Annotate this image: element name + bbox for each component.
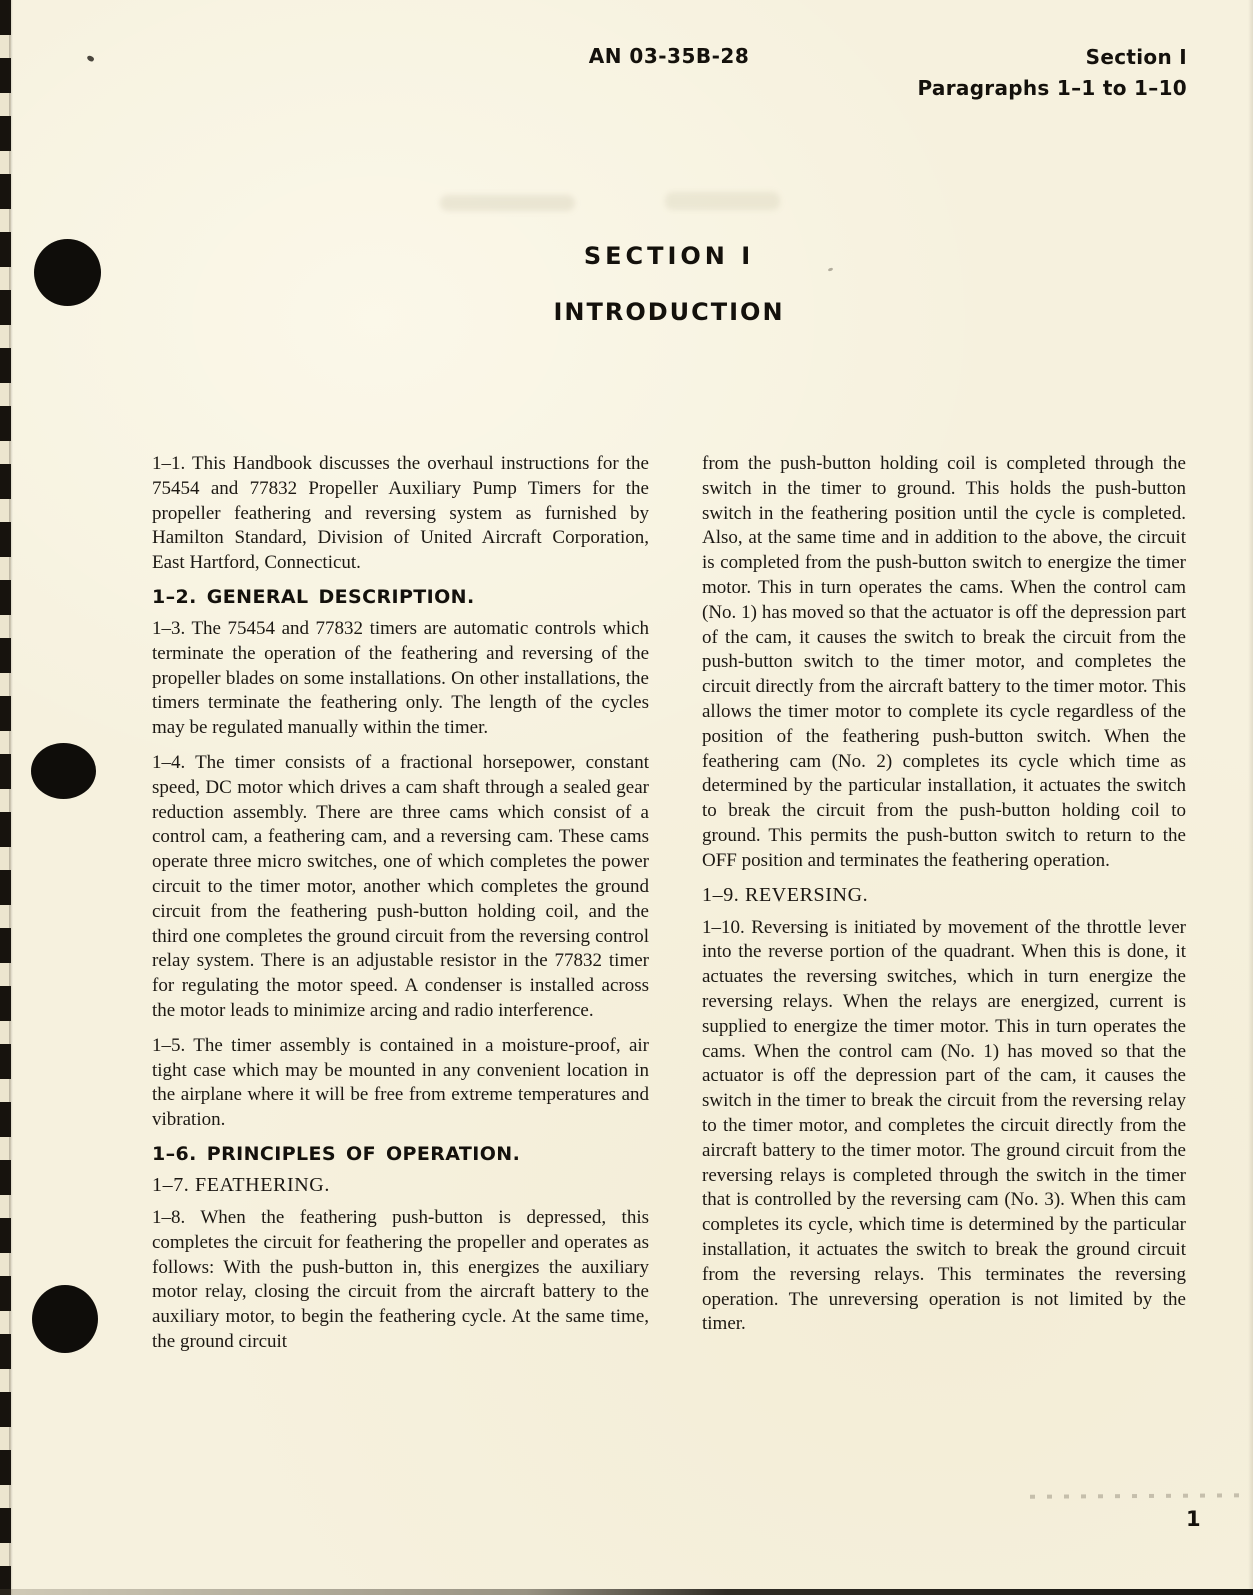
header-paragraph-range: Paragraphs 1–1 to 1–10 (917, 76, 1187, 100)
subheading-1-9: 1–9. REVERSING. (702, 883, 869, 906)
paragraph-1-1: 1–1. This Handbook discusses the overhaul instructions for the 75454 and 77832 Propeller Auxiliary Pump Timers for the propeller feathering and reversing system as furnished by Hamilton Standard, Division of United Aircraft Corporation, East Hartford, Connecticut. (152, 453, 649, 574)
section-subtitle: INTRODUCTION (553, 298, 785, 326)
punch-hole-middle (31, 743, 96, 799)
right-column (702, 452, 1186, 1347)
punch-hole-bottom (32, 1285, 98, 1353)
subheading-1-7: 1–7. FEATHERING. (152, 1173, 330, 1196)
ink-bleed-smudge (440, 195, 575, 211)
paragraph-1-4: 1–4. The timer consists of a fractional horsepower, constant speed, DC motor which drives a cam shaft through a sealed gear reduction assembly. There are three cams which consist of a control cam, a feathering cam, and a reversing cam. These cams operate three micro switches, one of which completes the power circuit to the timer motor, another which completes the ground circuit from the feathering push-button holding coil, and the third one completes the ground circuit from the reversing control relay system. There is an adjustable resistor in the 77832 timer for regulating the motor speed. A condenser is installed across the motor leads to minimize arcing and radio interference. (152, 751, 649, 1021)
left-column (152, 452, 649, 1365)
paragraph-1-3: 1–3. The 75454 and 77832 timers are automatic controls which terminate the operation of the feathering and reversing of the propeller blades on some installations. On other installations, the timers terminate the feathering only. The length of the cycles may be regulated manually within the timer. (152, 617, 649, 739)
doc-number: AN 03-35B-28 (588, 44, 750, 68)
section-title: SECTION I (583, 242, 755, 270)
section-title-block (152, 242, 1186, 326)
paragraph-1-5: 1–5. The timer assembly is contained in a moisture-proof, air tight case which may be mounted in any convenient location in the airplane where it will be free from extreme temperatures and vibration. (152, 1034, 649, 1131)
punch-hole-top (34, 239, 101, 306)
header-right (918, 42, 1187, 104)
scan-bottom-edge (0, 1589, 1253, 1595)
page-number: 1 (1186, 1507, 1201, 1531)
scan-smudge-line (1030, 1493, 1250, 1499)
paragraph-1-10: 1–10. Reversing is initiated by movement of the throttle lever into the reverse portion of the quadrant. When this is done, it actuates the reversing switches, which in turn energize the reversing relays. When the relays are energized, current is supplied to energize the timer motor. This in turn operates the cams. When the control cam (No. 1) has moved so that the actuator is off the depression part of the cam, it causes the switch in the timer to break the circuit from the reversing relay to the timer motor, and completes the circuit directly from the aircraft battery to the timer motor. The ground circuit from the reversing relays is completed through the switch in the timer that is controlled by the reversing cam (No. 3). When this cam completes its cycle, which time is determined by the particular installation, it actuates the switch to break the ground circuit from the reversing relays. This terminates the reversing operation. The unreversing operation is not limited by the timer. (702, 916, 1186, 1335)
heading-1-2: 1–2. GENERAL DESCRIPTION. (152, 585, 475, 608)
paragraph-1-8-continued: from the push-button holding coil is completed through the switch in the timer to ground. This holds the push-button switch in the feathering position until the cycle is completed. Also, at the same time and in addition to the above, the circuit is completed from the push-button switch to energize the timer motor. This in turn operates the cams. When the control cam (No. 1) has moved so that the actuator is off the depression part of the cam, it causes the switch to break the circuit from the push-button switch to the timer motor, and completes the circuit directly from the aircraft battery to the timer motor. This allows the timer motor to complete its cycle regardless of the position of the feathering push-button switch. When the feathering cam (No. 2) completes its cycle which time as determined by the particular installation, it actuates the switch to break the circuit from the push-button holding coil to ground. This permits the push-button switch to return to the OFF position and terminates the feathering operation. (702, 453, 1186, 871)
header-section-label: Section I (1085, 45, 1187, 69)
paper-speck (86, 54, 95, 62)
heading-1-6: 1–6. PRINCIPLES OF OPERATION. (152, 1142, 521, 1165)
paragraph-1-8: 1–8. When the feathering push-button is depressed, this completes the circuit for feathering the propeller and operates as follows: With the push-button in, this energizes the auxiliary motor relay, closing the circuit from the aircraft battery to the auxiliary motor, to begin the feathering cycle. At the same time, the ground circuit (152, 1206, 649, 1352)
page-edge-shadow (1248, 0, 1253, 1595)
binding-edge (0, 0, 11, 1595)
ink-bleed-smudge (665, 192, 780, 210)
